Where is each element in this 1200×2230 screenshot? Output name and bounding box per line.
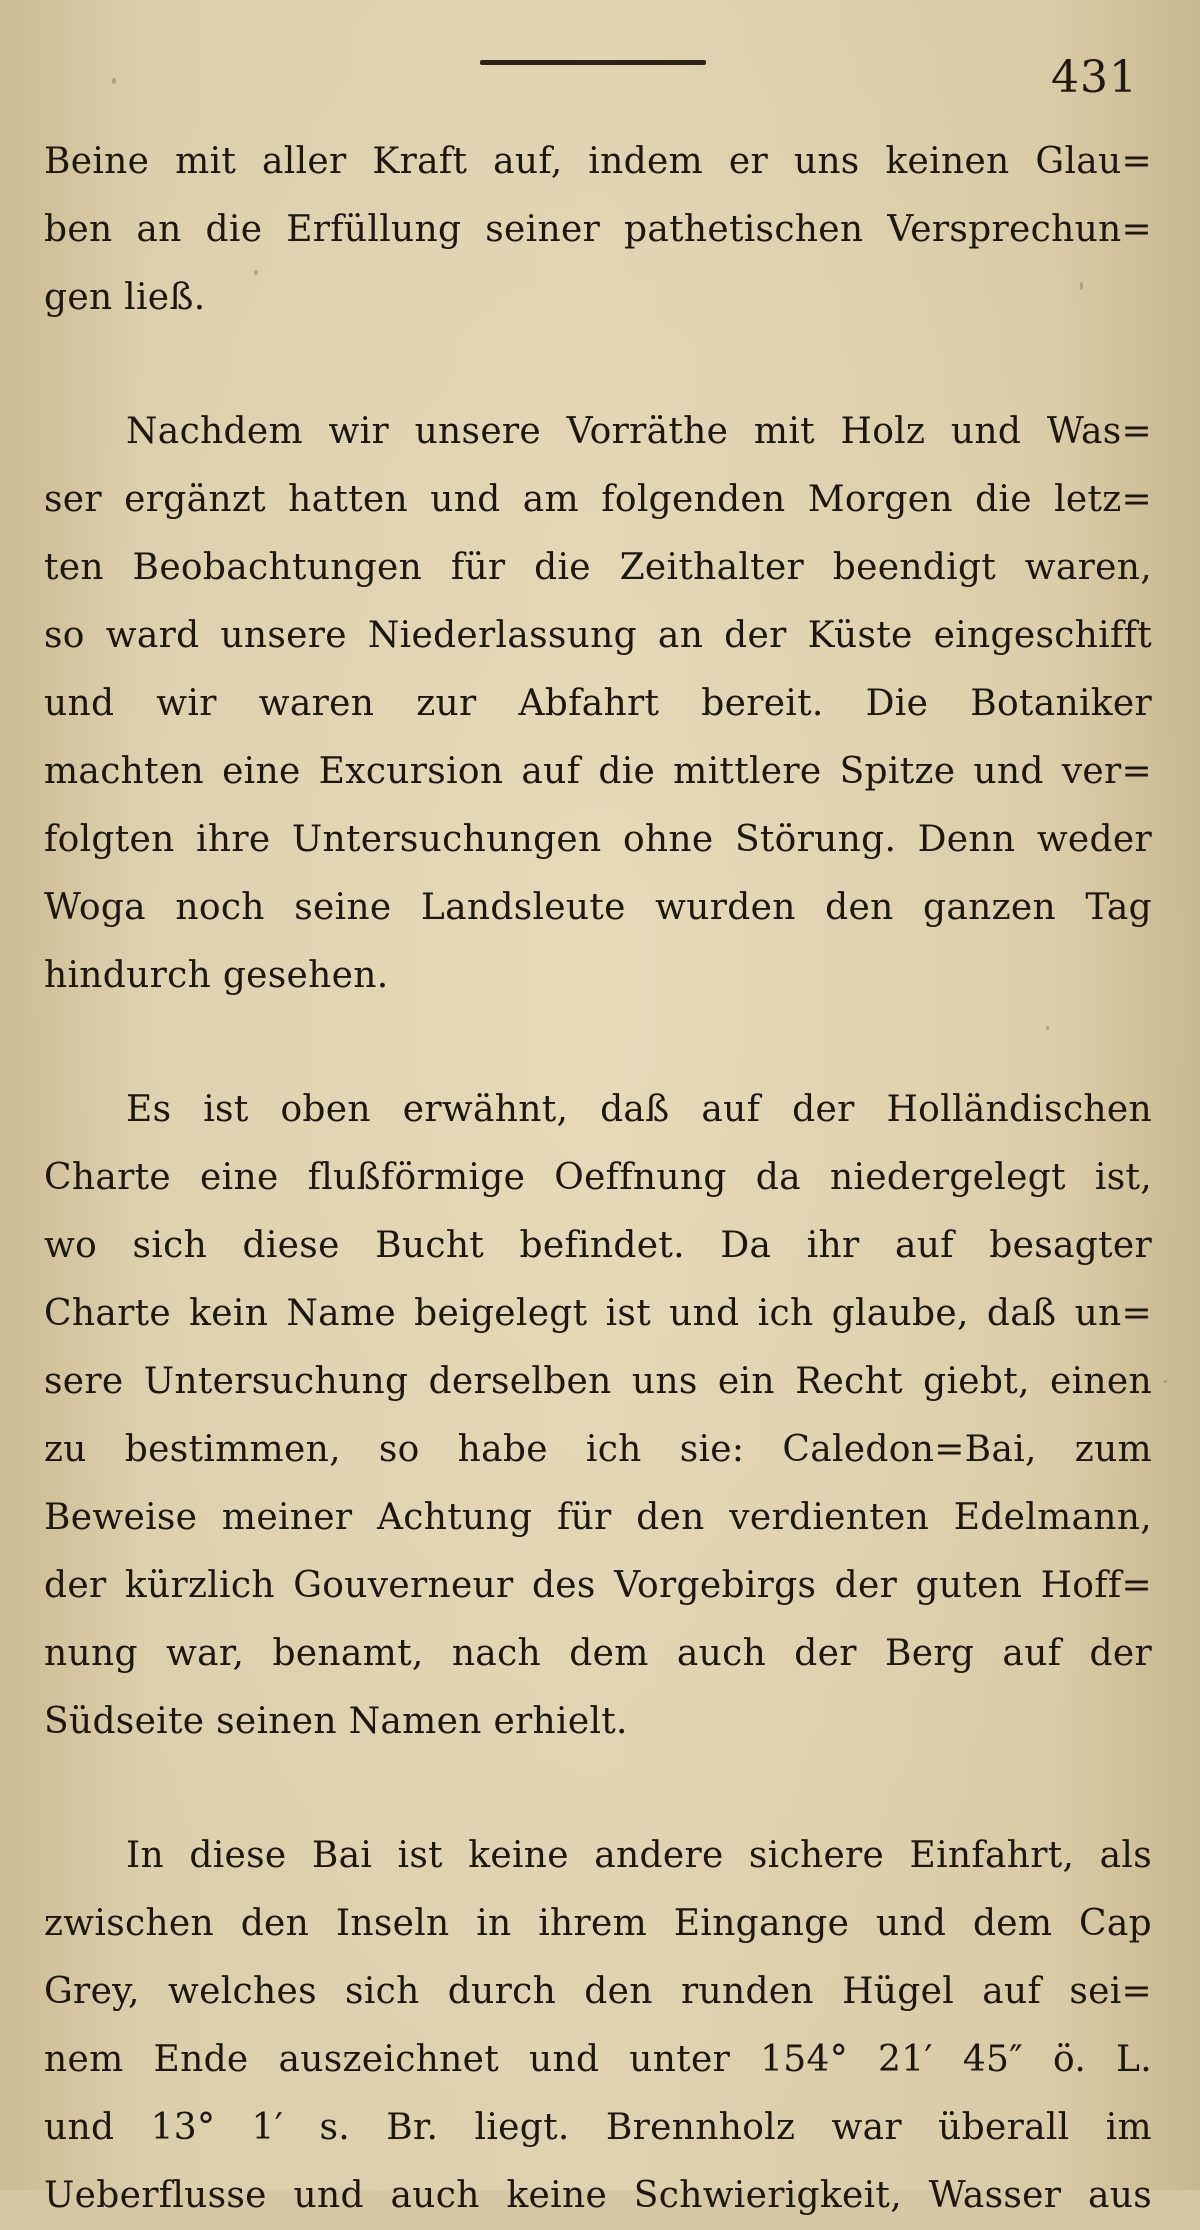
text-line: nung war, benamt, nach dem auch der Berg auf der [44, 1633, 1152, 1674]
body-text [44, 128, 1152, 2230]
text-line: der kürzlich Gouverneur des Vorgebirgs der guten Hoff= [44, 1565, 1152, 1606]
paper-speck [1164, 1380, 1167, 1383]
text-line: Charte kein Name beigelegt ist und ich glaube, daß un= [44, 1293, 1152, 1334]
text-line: ser ergänzt hatten und am folgenden Morgen die letz= [44, 479, 1152, 520]
text-line: so ward unsere Niederlassung an der Küste eingeschifft [44, 615, 1152, 656]
text-line: Beine mit aller Kraft auf, indem er uns keinen Glau= [44, 141, 1152, 182]
text-line: Es ist oben erwähnt, daß auf der Holländischen [126, 1089, 1152, 1130]
paragraph [44, 1822, 1152, 2230]
text-line: Nachdem wir unsere Vorräthe mit Holz und Was= [126, 411, 1152, 452]
text-line: Südseite seinen Namen erhielt. [44, 1701, 628, 1742]
text-line: Ueberflusse und auch keine Schwierigkeit, Wasser aus [44, 2175, 1152, 2216]
text-line: und 13° 1′ s. Br. liegt. Brennholz war überall im [44, 2107, 1152, 2148]
header-rule [480, 60, 706, 65]
text-line: zwischen den Inseln in ihrem Eingange und dem Cap [44, 1903, 1152, 1944]
text-line: folgten ihre Untersuchungen ohne Störung. Denn weder [44, 819, 1152, 860]
text-line: machten eine Excursion auf die mittlere Spitze und ver= [44, 751, 1152, 792]
paragraph [44, 1076, 1152, 1756]
text-line: wo sich diese Bucht befindet. Da ihr auf besagter [44, 1225, 1152, 1266]
page-number: 431 [1051, 52, 1138, 103]
text-line: gen ließ. [44, 277, 206, 318]
paragraph [44, 128, 1152, 332]
text-line: Charte eine flußförmige Oeffnung da niedergelegt ist, [44, 1157, 1152, 1198]
text-line: In diese Bai ist keine andere sichere Einfahrt, als [126, 1835, 1152, 1876]
text-line: Grey, welches sich durch den runden Hügel auf sei= [44, 1971, 1152, 2012]
text-line: Beweise meiner Achtung für den verdienten Edelmann, [44, 1497, 1152, 1538]
text-line: nem Ende auszeichnet und unter 154° 21′ 45″ ö. L. [44, 2039, 1152, 2080]
text-line: zu bestimmen, so habe ich sie: Caledon=Bai, zum [44, 1429, 1152, 1470]
text-line: hindurch gesehen. [44, 955, 389, 996]
text-line: ben an die Erfüllung seiner pathetischen Versprechun= [44, 209, 1152, 250]
text-line: und wir waren zur Abfahrt bereit. Die Botaniker [44, 683, 1152, 724]
paragraph [44, 398, 1152, 1010]
text-line: ten Beobachtungen für die Zeithalter beendigt waren, [44, 547, 1152, 588]
text-line: sere Untersuchung derselben uns ein Recht giebt, einen [44, 1361, 1152, 1402]
text-line: Woga noch seine Landsleute wurden den ganzen Tag [44, 887, 1152, 928]
page-header [0, 48, 1200, 108]
